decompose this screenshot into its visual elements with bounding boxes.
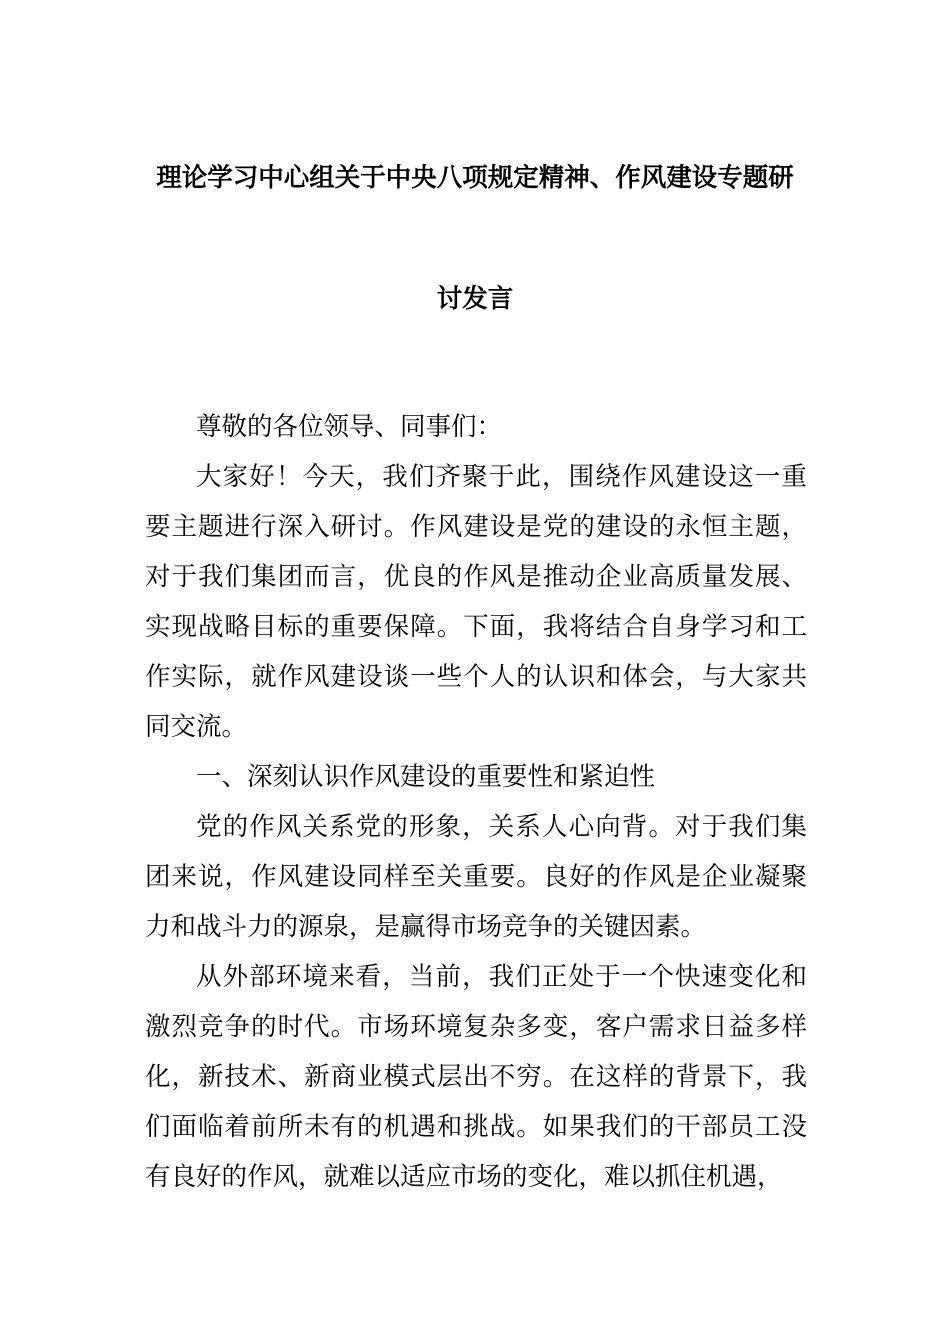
document-title-line-1: 理论学习中心组关于中央八项规定精神、作风建设专题研 bbox=[156, 163, 794, 193]
document-title-line-2: 讨发言 bbox=[436, 284, 514, 314]
body-paragraph: 大家好！今天，我们齐聚于此，围绕作风建设这一重要主题进行深入研讨。作风建设是党的建设的永恒主题，对于我们集团而言，优良的作风是推动企业高质量发展、实现战略目标的重要保障。下面，我将结合自身学习和工作实际，就作风建设谈一些个人的认识和体会，与大家共同交流。 bbox=[145, 462, 807, 742]
body-paragraph: 党的作风关系党的形象，关系人心向背。对于我们集团来说，作风建设同样至关重要。良好的作风是企业凝聚力和战斗力的源泉，是赢得市场竞争的关键因素。 bbox=[145, 812, 807, 942]
body-paragraph: 从外部环境来看，当前，我们正处于一个快速变化和激烈竞争的时代。市场环境复杂多变，客户需求日益多样化，新技术、新商业模式层出不穷。在这样的背景下，我们面临着前所未有的机遇和挑战。如果我们的干部员工没有良好的作风，就难以适应市场的变化，难以抓住机遇， bbox=[145, 962, 807, 1192]
document-body bbox=[145, 402, 807, 1202]
section-heading: 一、深刻认识作风建设的重要性和紧迫性 bbox=[196, 762, 656, 792]
salutation-paragraph: 尊敬的各位领导、同事们： bbox=[196, 412, 503, 442]
